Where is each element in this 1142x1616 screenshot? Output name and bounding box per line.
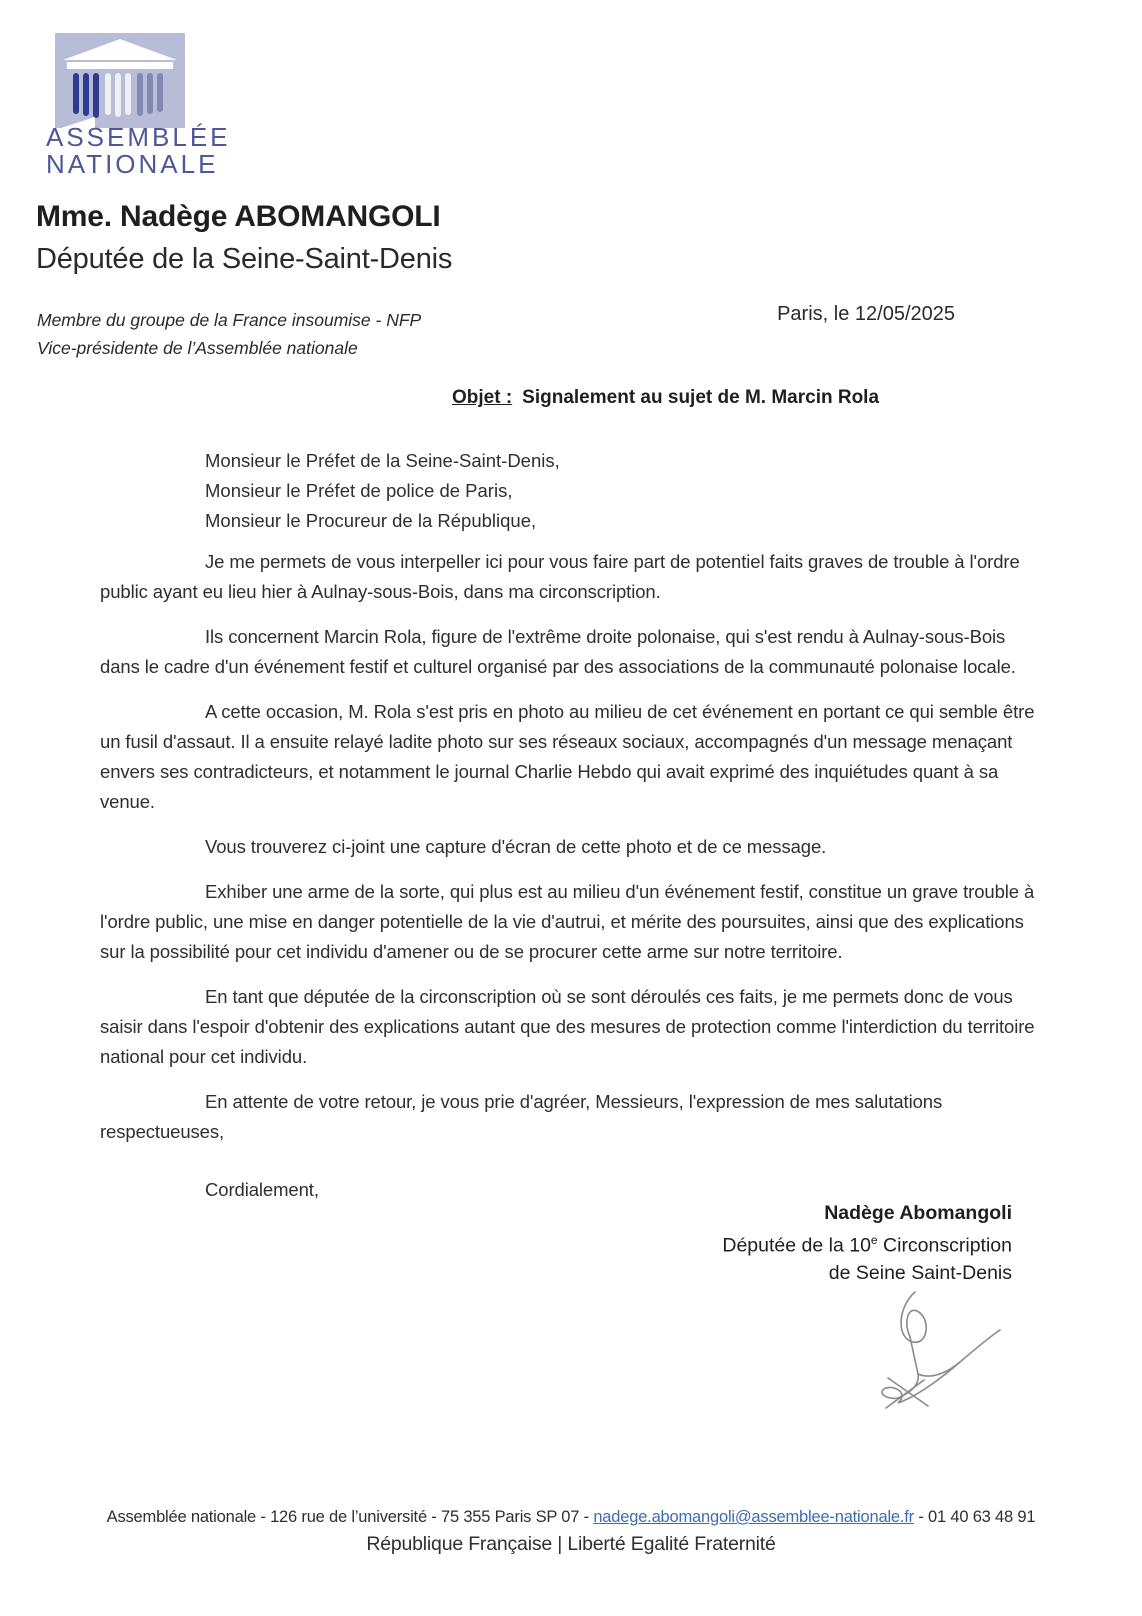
body-paragraph: Ils concernent Marcin Rola, figure de l'extrême droite polonaise, qui s'est rendu à Aulnay-sous-Bois dans le cadre d'un événement festif et culturel organisé par des associations de la communauté polonaise locale.	[100, 626, 1016, 677]
signature-block	[722, 1200, 1012, 1287]
footer-email-link[interactable]: nadege.abomangoli@assemblee-nationale.fr	[593, 1508, 914, 1526]
logo-wordmark-line1: ASSEMBLÉE	[46, 122, 231, 152]
sender-roles	[37, 306, 421, 362]
signatory-title-line	[722, 1227, 1012, 1260]
recipient-line: Monsieur le Préfet de police de Paris,	[205, 480, 513, 501]
body-paragraph: A cette occasion, M. Rola s'est pris en photo au milieu de cet événement en portant ce qui semble être un fusil d'assaut. Il a ensuite relayé ladite photo sur ses réseaux sociaux, accompagnés d'un message menaçant envers ses contradicteurs, et notamment le journal Charlie Hebdo qui avait exprimé des inquiétudes quant à sa venue.	[100, 701, 1035, 812]
signatory-title-pre: Députée de la 10	[722, 1234, 871, 1257]
assemblee-nationale-emblem-icon	[55, 33, 185, 128]
recipient-line: Monsieur le Procureur de la République,	[205, 510, 537, 531]
footer-contact-line	[0, 1504, 1142, 1530]
body-paragraph: En tant que députée de la circonscription où se sont déroulés ces faits, je me permets donc de vous saisir dans l'espoir d'obtenir des explications autant que des mesures de protection comme l'interdiction du territoire national pour cet individu.	[100, 986, 1035, 1067]
recipients-block	[205, 446, 560, 536]
body-paragraph: Je me permets de vous interpeller ici pour vous faire part de potentiel faits graves de trouble à l'ordre public ayant eu lieu hier à Aulnay-sous-Bois, dans ma circonscription.	[100, 551, 1020, 602]
recipient-line: Monsieur le Préfet de la Seine-Saint-Denis,	[205, 450, 560, 471]
signatory-title-sup: e	[870, 1233, 878, 1247]
handwritten-signature	[852, 1288, 1002, 1413]
signatory-title-post: Circonscription	[877, 1234, 1012, 1257]
footer-address-post: - 01 40 63 48 91	[913, 1508, 1036, 1526]
sender-block	[36, 200, 452, 276]
closing-salutation: Cordialement,	[205, 1179, 319, 1200]
subject-line	[452, 387, 879, 409]
logo-wordmark-line2: NATIONALE	[46, 149, 219, 179]
body-paragraph: Vous trouverez ci-joint une capture d'écran de cette photo et de ce message.	[205, 836, 827, 857]
subject-text: Signalement au sujet de M. Marcin Rola	[522, 387, 880, 408]
letter-body	[100, 547, 1042, 1220]
letter-footer	[0, 1504, 1142, 1558]
footer-motto: République Française | Liberté Egalité Fraternité	[366, 1533, 776, 1555]
sender-name: Mme. Nadège ABOMANGOLI	[36, 200, 441, 233]
body-paragraph: En attente de votre retour, je vous prie d'agréer, Messieurs, l'expression de mes salutations respectueuses,	[100, 1091, 943, 1142]
sender-title: Députée de la Seine-Saint-Denis	[36, 243, 453, 275]
body-paragraph: Exhiber une arme de la sorte, qui plus est au milieu d'un événement festif, constitue un grave trouble à l'ordre public, une mise en danger potentielle de la vie d'autrui, et mérite des poursuites, ainsi que des explications sur la possibilité pour cet individu d'amener ou de se procurer cette arme sur notre territoire.	[100, 881, 1035, 962]
signatory-title-line2: de Seine Saint-Denis	[828, 1261, 1012, 1284]
sender-role-group: Membre du groupe de la France insoumise - NFP	[37, 310, 422, 330]
footer-address-pre: Assemblée nationale - 126 rue de l’université - 75 355 Paris SP 07 -	[106, 1508, 594, 1526]
subject-label: Objet :	[452, 387, 513, 408]
sender-role-vp: Vice-présidente de l’Assemblée nationale	[37, 338, 358, 358]
logo-wordmark	[46, 124, 231, 178]
letter-date: Paris, le 12/05/2025	[777, 303, 955, 325]
signatory-name: Nadège Abomangoli	[824, 1202, 1012, 1224]
assemblee-nationale-logo	[46, 33, 231, 178]
